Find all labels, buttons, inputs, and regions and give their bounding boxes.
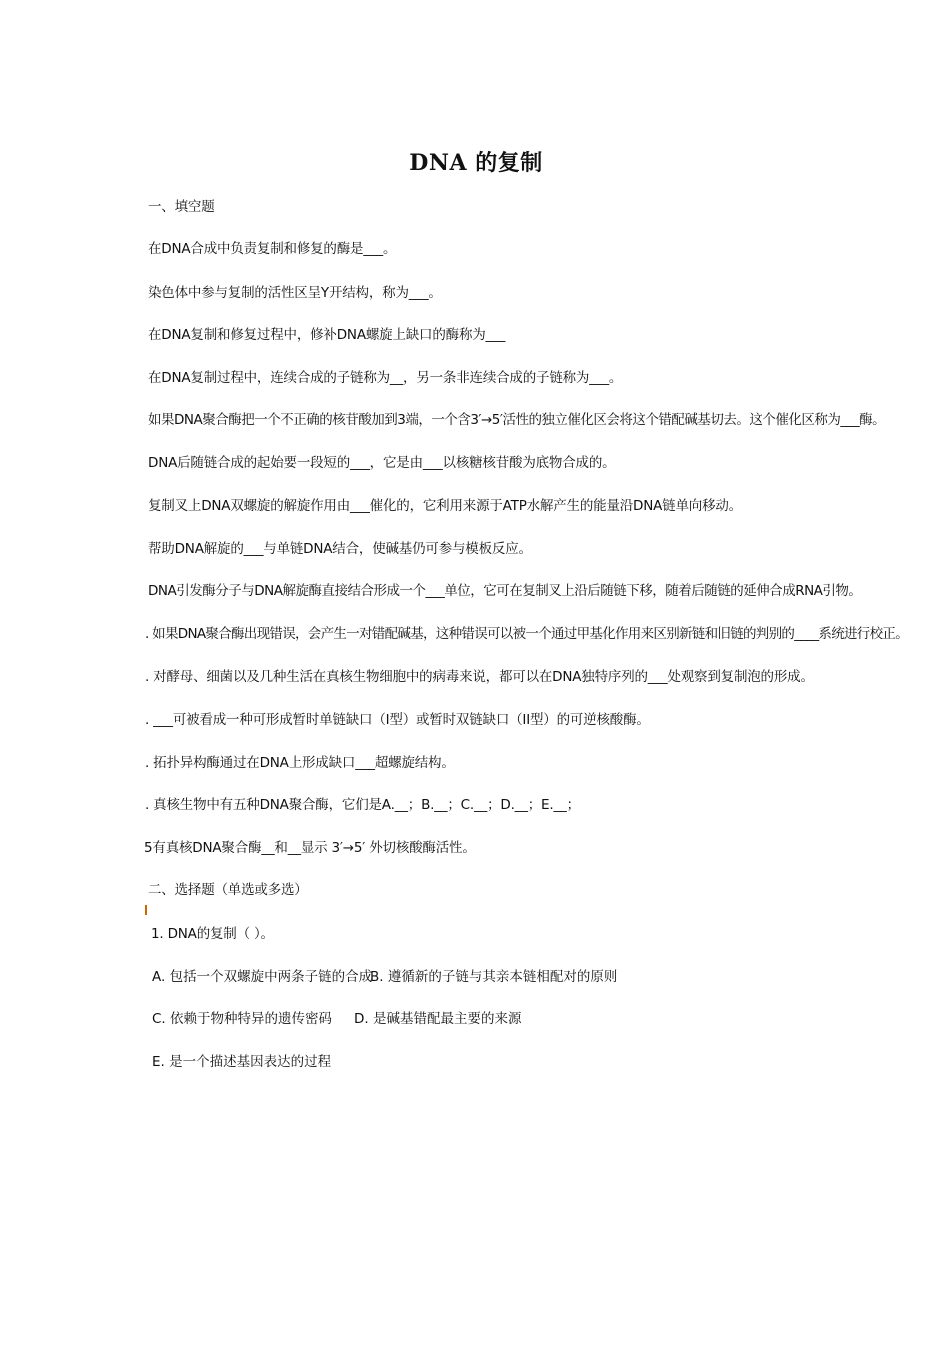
section-fill-blank-heading: 一、填空题: [148, 199, 215, 215]
fill-item-15: 5有真核DNA聚合酶__和__显示 3′→5′ 外切核酸酶活性。: [144, 840, 476, 856]
fill-item-1: 在DNA合成中负责复制和修复的酶是___。: [148, 241, 397, 257]
fill-item-9: DNA引发酶分子与DNA解旋酶直接结合形成一个___单位，它可在复制叉上沿后随链下移，随着后随链的延伸合成RNA引物。: [148, 583, 862, 599]
fill-item-3: 在DNA复制和修复过程中，修补DNA螺旋上缺口的酶称为___: [148, 327, 506, 343]
choice-option-e: E. 是一个描述基因表达的过程: [152, 1054, 332, 1070]
fill-item-14: . 真核生物中有五种DNA聚合酶，它们是A.__；B.__；C.__；D.__；E.__；: [145, 797, 580, 813]
fill-item-12: . ___可被看成一种可形成暂时单链缺口（I型）或暂时双链缺口（II型）的可逆核酸酶。: [145, 712, 650, 728]
choice-option-a: A. 包括一个双螺旋中两条子链的合成: [152, 969, 373, 985]
fill-item-6: DNA后随链合成的起始要一段短的___，它是由___以核糖核苷酸为底物合成的。: [148, 455, 616, 471]
fill-item-5: 如果DNA聚合酶把一个不正确的核苷酸加到3端，一个含3′→5′活性的独立催化区会将这个错配碱基切去。这个催化区称为___酶。: [148, 412, 886, 428]
document-title: DNA 的复制: [409, 150, 543, 176]
fill-item-10: . 如果DNA聚合酶出现错误，会产生一对错配碱基，这种错误可以被一个通过甲基化作用来区别新链和旧链的判别的____系统进行校正。: [145, 626, 909, 642]
choice-option-c: C. 依赖于物种特异的遗传密码: [152, 1011, 333, 1027]
fill-item-7: 复制叉上DNA双螺旋的解旋作用由___催化的，它利用来源于ATP水解产生的能量沿DNA链单向移动。: [148, 498, 742, 514]
section-choice-heading: 二、选择题（单选或多选）: [148, 882, 308, 898]
fill-item-2: 染色体中参与复制的活性区呈Y开结构，称为___。: [148, 285, 442, 301]
fill-item-4: 在DNA复制过程中，连续合成的子链称为__，另一条非连续合成的子链称为___。: [148, 370, 623, 386]
fill-item-8: 帮助DNA解旋的___与单链DNA结合，使碱基仍可参与模板反应。: [148, 541, 532, 557]
choice-option-d: D. 是碱基错配最主要的来源: [354, 1011, 522, 1027]
margin-mark: [145, 905, 147, 915]
fill-item-13: . 拓扑异构酶通过在DNA上形成缺口___超螺旋结构。: [145, 755, 455, 771]
fill-item-11: . 对酵母、细菌以及几种生活在真核生物细胞中的病毒来说，都可以在DNA独特序列的___处观察到复制泡的形成。: [145, 669, 814, 685]
choice-option-b: B. 遵循新的子链与其亲本链相配对的原则: [370, 969, 618, 985]
choice-question-1: 1. DNA的复制（ ）。: [151, 926, 274, 942]
